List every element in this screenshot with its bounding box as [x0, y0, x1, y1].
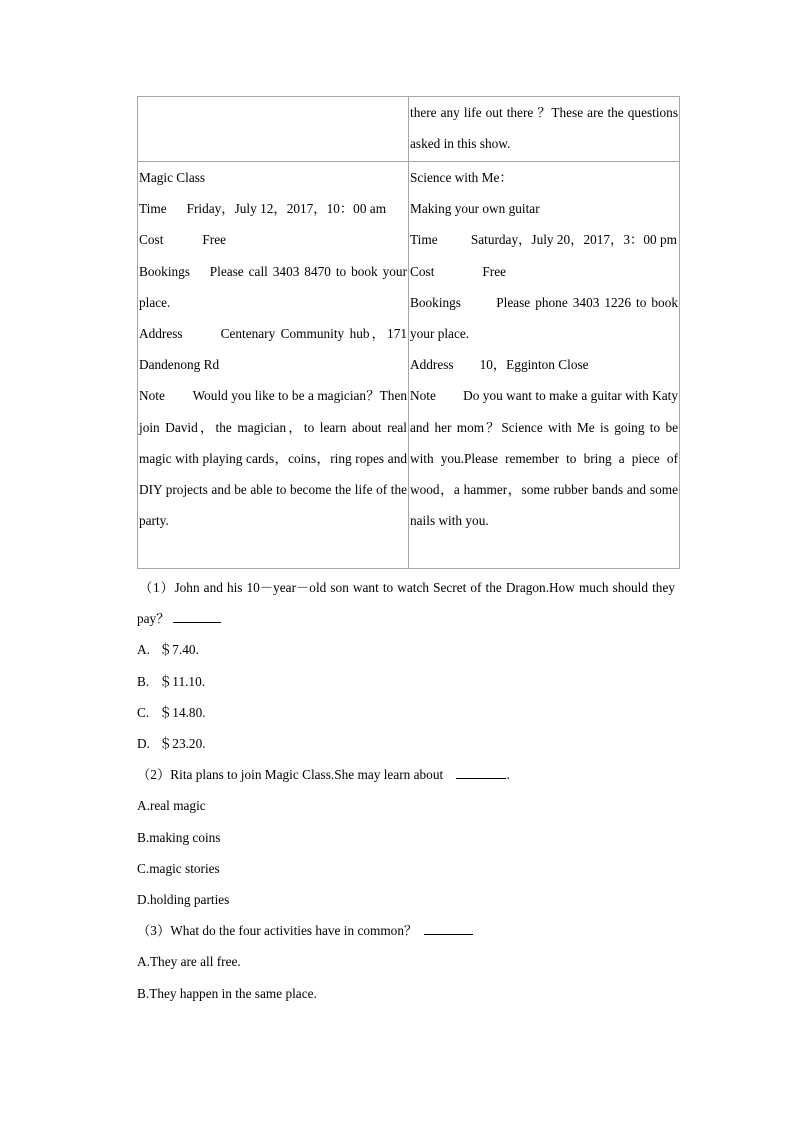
questions-section — [137, 572, 675, 1009]
magic-note-line — [139, 380, 407, 536]
option-1b[interactable] — [137, 666, 675, 697]
option-letter: A. — [137, 798, 150, 814]
table-row — [138, 97, 680, 162]
magic-time-line — [139, 193, 407, 224]
science-subtitle: Making your own guitar — [410, 201, 540, 217]
address-value: Centenary Community hub，171 Dandenong Rd — [139, 326, 407, 373]
cost-label: Cost — [410, 263, 435, 279]
answer-blank[interactable] — [173, 606, 221, 623]
cost-value: Free — [202, 232, 227, 248]
time-value: Friday，July 12，2017，10：00 am — [186, 201, 387, 217]
option-text: They happen in the same place. — [149, 985, 317, 1001]
table-row — [138, 162, 680, 569]
note-value: Would you like to be a magician？Then join David，the magician，to learn about real magic with playing cards，coins，ring ropes and DIY projects and be able to become the life of the party. — [139, 388, 407, 529]
question-2: （2）Rita plans to join Magic Class.She may learn about . — [137, 759, 675, 790]
question-number: （1） — [139, 580, 175, 595]
note-value: Do you want to make a guitar with Katy and her mom？Science with Me is going to be with you.Please remember to bring a piece of wood，a hammer，some rubber bands and some nails with you. — [410, 388, 678, 529]
science-bookings-line — [410, 287, 678, 349]
table-cell-empty — [138, 97, 409, 162]
option-letter: D. — [137, 736, 150, 752]
magic-bookings-line — [139, 256, 407, 318]
note-label: Note — [410, 388, 436, 404]
option-2a[interactable] — [137, 790, 675, 821]
option-text: making coins — [149, 829, 221, 845]
answer-blank[interactable] — [424, 918, 473, 935]
table-cell-show-description — [409, 97, 680, 162]
science-time-line — [410, 224, 678, 255]
option-letter: C. — [137, 704, 150, 720]
option-text: ＄11.10. — [159, 673, 206, 689]
option-2d[interactable] — [137, 884, 675, 915]
question-number: （2） — [137, 767, 171, 783]
option-1a[interactable] — [137, 634, 675, 665]
option-text: real magic — [149, 798, 206, 814]
option-3b[interactable] — [137, 978, 675, 1009]
science-title: Science with Me： — [410, 170, 513, 185]
answer-blank[interactable] — [456, 762, 506, 779]
option-1c[interactable] — [137, 697, 675, 728]
option-letter: B. — [137, 829, 150, 845]
question-text: What do the four activities have in common？ — [170, 923, 418, 939]
bookings-label: Bookings — [139, 263, 190, 279]
question-1 — [137, 572, 675, 634]
magic-class-cell — [138, 162, 409, 569]
option-letter: B. — [137, 985, 150, 1001]
bookings-value: Please call 3403 8470 to book your place. — [139, 263, 408, 310]
option-letter: C. — [137, 860, 150, 876]
events-table — [137, 96, 680, 569]
option-letter: B. — [137, 673, 150, 689]
cost-label: Cost — [139, 232, 164, 248]
question-3 — [137, 915, 675, 946]
science-cost-line — [410, 256, 678, 287]
time-label: Time — [410, 232, 438, 248]
option-text: ＄7.40. — [159, 642, 199, 658]
option-text: magic stories — [149, 860, 220, 876]
address-label: Address — [410, 357, 454, 373]
question-text: John and his 10－year－old son want to watch Secret of the Dragon.How much should they pay？ — [137, 580, 675, 627]
time-value: Saturday，July 20，2017，3：00 pm — [470, 232, 677, 248]
option-1d[interactable] — [137, 728, 675, 759]
option-text: ＄23.20. — [159, 736, 206, 752]
option-text: They are all free. — [149, 954, 241, 970]
time-label: Time — [139, 201, 167, 217]
bookings-label: Bookings — [410, 294, 461, 310]
option-text: holding parties — [149, 892, 230, 908]
magic-class-title: Magic Class — [139, 170, 206, 185]
cost-value: Free — [482, 263, 507, 279]
address-value: 10，Egginton Close — [479, 357, 589, 373]
question-text: Rita plans to join Magic Class.She may learn about — [170, 767, 444, 783]
option-2b[interactable] — [137, 822, 675, 853]
show-question-text: there any life out there ？These are the questions asked in this show. — [410, 105, 678, 152]
science-address-line — [410, 349, 678, 380]
option-2c[interactable] — [137, 853, 675, 884]
option-letter: D. — [137, 892, 150, 908]
question-number: （3） — [137, 923, 171, 939]
science-note-line — [410, 380, 678, 536]
address-label: Address — [139, 326, 183, 342]
bookings-value: Please phone 3403 1226 to book your place. — [410, 294, 678, 342]
magic-address-line — [139, 318, 407, 380]
option-letter: A. — [137, 954, 150, 970]
note-label: Note — [139, 388, 165, 404]
option-text: ＄14.80. — [159, 704, 206, 720]
option-letter: A. — [137, 642, 150, 658]
option-3a[interactable] — [137, 946, 675, 977]
science-cell — [409, 162, 680, 569]
magic-cost-line — [139, 224, 407, 255]
